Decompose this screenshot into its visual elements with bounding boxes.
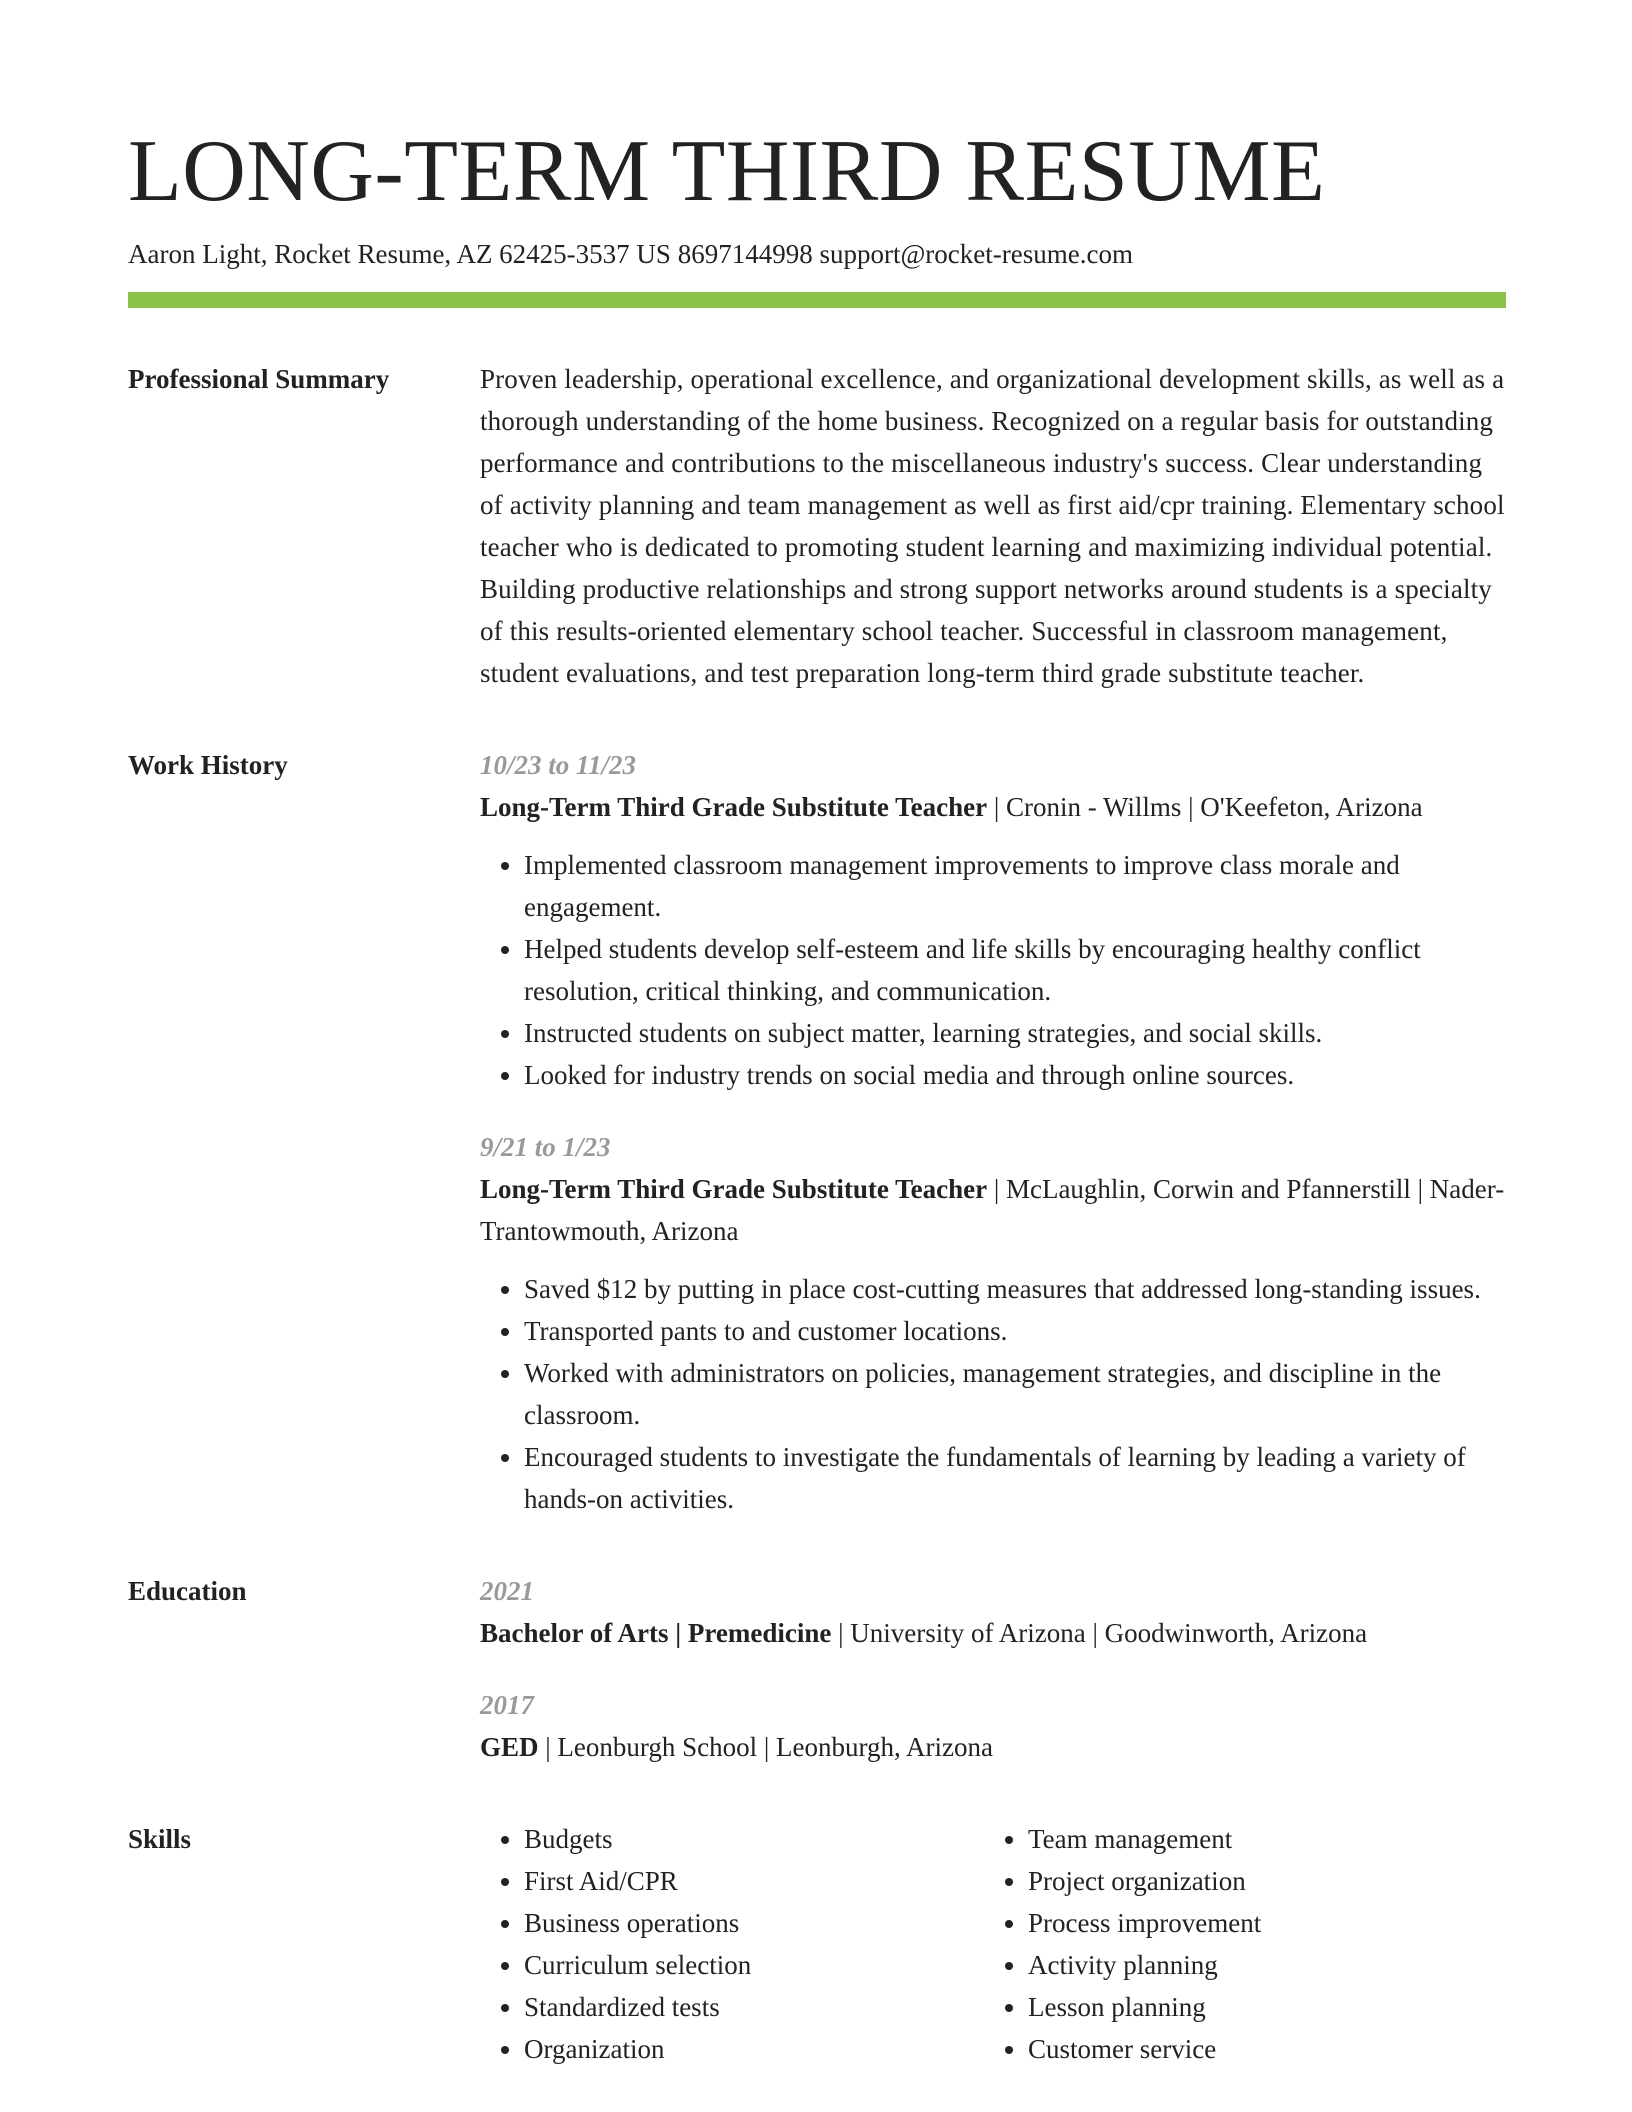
degree: GED <box>480 1732 539 1762</box>
job-title: Long-Term Third Grade Substitute Teacher <box>480 1174 988 1204</box>
list-item: • Transported pants to and customer locations. <box>524 1310 1506 1352</box>
skills-columns <box>480 1818 1506 2070</box>
list-item: • Instructed students on subject matter, learning strategies, and social skills. <box>524 1012 1506 1054</box>
job-date: 10/23 to 11/23 <box>480 750 637 780</box>
list-item: • Encouraged students to investigate the fundamentals of learning by leading a variety of hands-on activities. <box>524 1436 1506 1520</box>
list-item: • Team management <box>1028 1818 1488 1860</box>
job-employer-location: | McLaughlin, Corwin and Pfannerstill | Nader-Trantowmouth, Arizona <box>480 1174 1505 1246</box>
job-title: Long-Term Third Grade Substitute Teacher <box>480 792 988 822</box>
list-item: • Organization <box>524 2028 984 2070</box>
school-location: | University of Arizona | Goodwinworth, Arizona <box>831 1618 1368 1648</box>
list-item: • Curriculum selection <box>524 1944 984 1986</box>
skills-column-left <box>480 1818 984 2070</box>
list-item: • Activity planning <box>1028 1944 1488 1986</box>
education-entry <box>480 1684 1506 1768</box>
list-item: • First Aid/CPR <box>524 1860 984 1902</box>
summary-text: Proven leadership, operational excellence, and organizational development skills, as well as a thorough understanding of the home business. Recognized on a regular basis for outstanding performance and contributions to the miscellaneous industry's success. Clear understanding of activity planning and team management as well as first aid/cpr training. Elementary school teacher who is dedicated to promoting student learning and maximizing individual potential. Building productive relationships and strong support networks around students is a specialty of this results-oriented elementary school teacher. Successful in classroom management, student evaluations, and test preparation long-term third grade substitute teacher. <box>480 364 1505 688</box>
skills-column-right <box>984 1818 1488 2070</box>
list-item: • Saved $12 by putting in place cost-cutting measures that addressed long-standing issues. <box>524 1268 1506 1310</box>
list-item: • Business operations <box>524 1902 984 1944</box>
section-label: Professional Summary <box>128 364 390 394</box>
resume-page <box>128 120 1506 2070</box>
education-headline <box>480 1612 1506 1654</box>
list-item: • Worked with administrators on policies, management strategies, and discipline in the classroom. <box>524 1352 1506 1436</box>
job-entry <box>480 1126 1506 1520</box>
job-employer-location: | Cronin - Willms | O'Keefeton, Arizona <box>987 792 1423 822</box>
section-label: Skills <box>128 1824 192 1854</box>
job-bullets <box>480 844 1506 1096</box>
list-item: • Budgets <box>524 1818 984 1860</box>
education-date: 2017 <box>480 1690 534 1720</box>
professional-summary-section <box>128 358 1506 694</box>
list-item: • Customer service <box>1028 2028 1488 2070</box>
job-headline <box>480 786 1506 828</box>
education-date: 2021 <box>480 1576 534 1606</box>
section-body <box>480 1570 1506 1768</box>
resume-title: LONG-TERM THIRD RESUME <box>128 123 1326 220</box>
list-item: • Lesson planning <box>1028 1986 1488 2028</box>
school-location: | Leonburgh School | Leonburgh, Arizona <box>538 1732 994 1762</box>
education-section <box>128 1570 1506 1768</box>
section-label: Work History <box>128 750 288 780</box>
list-item: • Project organization <box>1028 1860 1488 1902</box>
job-headline <box>480 1168 1506 1252</box>
list-item: • Standardized tests <box>524 1986 984 2028</box>
education-headline <box>480 1726 1506 1768</box>
accent-divider <box>128 292 1506 308</box>
section-body <box>480 744 1506 1520</box>
section-label: Education <box>128 1576 247 1606</box>
contact-line: Aaron Light, Rocket Resume, AZ 62425-3537 US 8697144998 support@rocket-resume.com <box>128 239 1133 269</box>
job-bullets <box>480 1268 1506 1520</box>
work-history-section <box>128 744 1506 1520</box>
list-item: • Helped students develop self-esteem and life skills by encouraging healthy conflict resolution, critical thinking, and communication. <box>524 928 1506 1012</box>
skills-section <box>128 1818 1506 2070</box>
degree: Bachelor of Arts | Premedicine <box>480 1618 832 1648</box>
job-entry <box>480 744 1506 1096</box>
list-item: • Looked for industry trends on social media and through online sources. <box>524 1054 1506 1096</box>
list-item: • Implemented classroom management improvements to improve class morale and engagement. <box>524 844 1506 928</box>
job-date: 9/21 to 1/23 <box>480 1132 611 1162</box>
education-entry <box>480 1570 1506 1654</box>
section-body <box>480 358 1506 694</box>
list-item: • Process improvement <box>1028 1902 1488 1944</box>
